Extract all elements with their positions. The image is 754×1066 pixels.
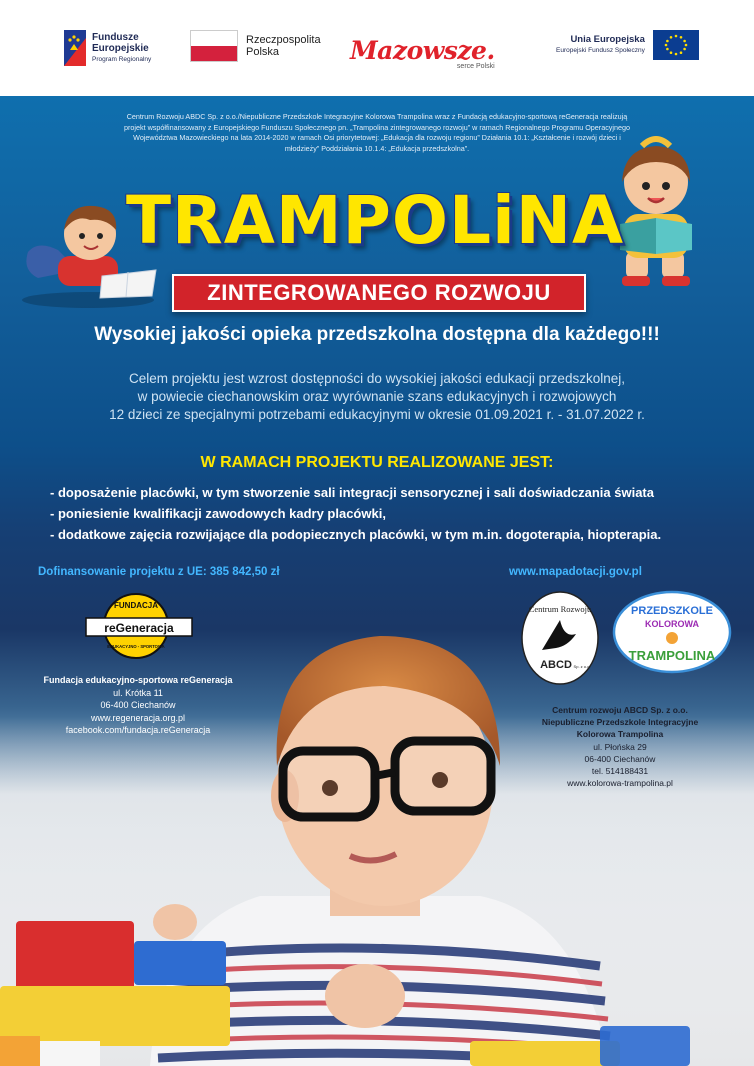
eu-line2: Europejski Fundusz Społeczny [556, 47, 645, 54]
regeneracja-logo-name: reGeneracja [104, 621, 174, 635]
funding-amount: Dofinansowanie projektu z UE: 385 842,50 zł [38, 566, 280, 578]
poster-title: TRAMPOLiNA [125, 182, 625, 259]
regeneracja-name: Fundacja edukacyjno-sportowa reGeneracja [43, 675, 233, 685]
regeneracja-logo-top: FUNDACJA [114, 601, 158, 610]
eu-funds-line3: Program Regionalny [92, 55, 152, 63]
mazowsze-logo [350, 36, 495, 70]
regeneracja-contact [28, 674, 248, 737]
centrum-www[interactable]: www.kolorowa-trampolina.pl [567, 778, 673, 789]
mazowsze-name: Mazowsze. [350, 36, 495, 65]
regeneracja-logo-bottom: EDUKACYJNO - SPORTOWA [107, 644, 165, 649]
website-link[interactable]: www.mapadotacji.gov.pl [509, 566, 642, 578]
eu-flag-icon [653, 30, 699, 60]
centrum-city: 06-400 Ciechanów [584, 753, 656, 764]
mazowsze-sub: serce Polski [456, 63, 495, 70]
przedszkole-logo-line1: PRZEDSZKOLE [631, 605, 713, 617]
eu-line1: Unia Europejska [570, 34, 645, 45]
centrum-line1: Centrum rozwoju ABCD Sp. z o.o. [552, 705, 688, 715]
centrum-logo-top: Centrum Rozwoju [528, 604, 592, 614]
eu-funds-line1: Fundusze [92, 31, 139, 43]
eu-funds-line2: Europejskie [92, 42, 149, 54]
eu-logo [556, 30, 699, 60]
project-item: - dodatkowe zajęcia rozwijające dla podopiecznych placówki, w tym m.in. dogoterapia, hiopterapia. [50, 527, 662, 542]
regeneracja-facebook[interactable]: facebook.com/fundacja.reGeneracja [65, 725, 211, 735]
centrum-phone: tel. 514188431 [591, 766, 649, 777]
project-item: - doposażenie placówki, w tym stworzenie sali integracji sensorycznej i sali doświadczania świata [50, 485, 654, 500]
centrum-street: ul. Płońska 29 [593, 741, 647, 752]
subtitle-banner [172, 274, 586, 312]
goal-line: 12 dzieci ze specjalnymi potrzebami edukacyjnymi w okresie 01.09.2021 r. - 31.07.2022 r. [109, 407, 645, 422]
goal-line: Celem projektu jest wzrost dostępności do wysokiej jakości edukacji przedszkolnej, [129, 371, 625, 386]
centrum-logo-abcd: ABCD [540, 659, 572, 671]
eu-funds-logo [64, 30, 151, 66]
goal-line: w powiecie ciechanowskim oraz wyrównanie szans edukacyjnych i rozwojowych [137, 389, 617, 404]
przedszkole-logo-line2: KOLOROWA [645, 619, 699, 629]
goal-text [60, 370, 694, 424]
centrum-line3: Kolorowa Trampolina [576, 729, 664, 740]
poland-flag-icon [190, 30, 238, 62]
eu-funds-mark-icon [64, 30, 86, 66]
regeneracja-city: 06-400 Ciechanów [100, 700, 176, 710]
poland-logo [190, 30, 321, 62]
poland-line2: Polska [246, 46, 280, 58]
project-item: - poniesienie kwalifikacji zawodowych kadry placówki, [50, 506, 386, 521]
centrum-line2: Niepubliczne Przedszkole Integracyjne [541, 717, 699, 728]
centrum-contact [520, 704, 720, 789]
intro-text: Centrum Rozwoju ABDC Sp. z o.o./Niepubliczne Przedszkole Integracyjne Kolorowa Trampolina wraz z Fundacją edukacyjno-sportową reGeneracja realizują projekt współfinansowany z Europejskiego Funduszu Społecznego pn. „Trampolina zintegrowanego rozwoju” w ramach Regionalnego Programu Operacyjnego Województwa Mazowieckiego na lata 2014-2020 w ramach Osi priorytetowej: „Edukacja dla rozwoju regionu” Działania 10.1: „Kształcenie i rozwój dzieci i młodzieży” Poddziałania 10.1.4: „Edukacja przedszkolna”. [124, 112, 630, 153]
project-heading: W RAMACH PROJEKTU REALIZOWANE JEST: [200, 454, 554, 471]
regeneracja-logo [84, 590, 194, 660]
poster-subtitle: ZINTEGROWANEGO ROZWOJU [207, 280, 551, 305]
regeneracja-street: ul. Krótka 11 [113, 687, 163, 698]
przedszkole-logo [612, 590, 732, 674]
poland-line1: Rzeczpospolita [246, 34, 321, 46]
regeneracja-www[interactable]: www.regeneracja.org.pl [90, 712, 186, 723]
logo-strip [0, 0, 754, 96]
tagline: Wysokiej jakości opieka przedszkolna dostępna dla każdego!!! [94, 324, 660, 345]
poster-body [0, 96, 754, 1066]
centrum-logo-sp: Sp. z o.o. [573, 664, 591, 669]
centrum-rozwoju-logo [520, 590, 600, 686]
przedszkole-logo-line3: TRAMPOLINA [628, 648, 716, 663]
